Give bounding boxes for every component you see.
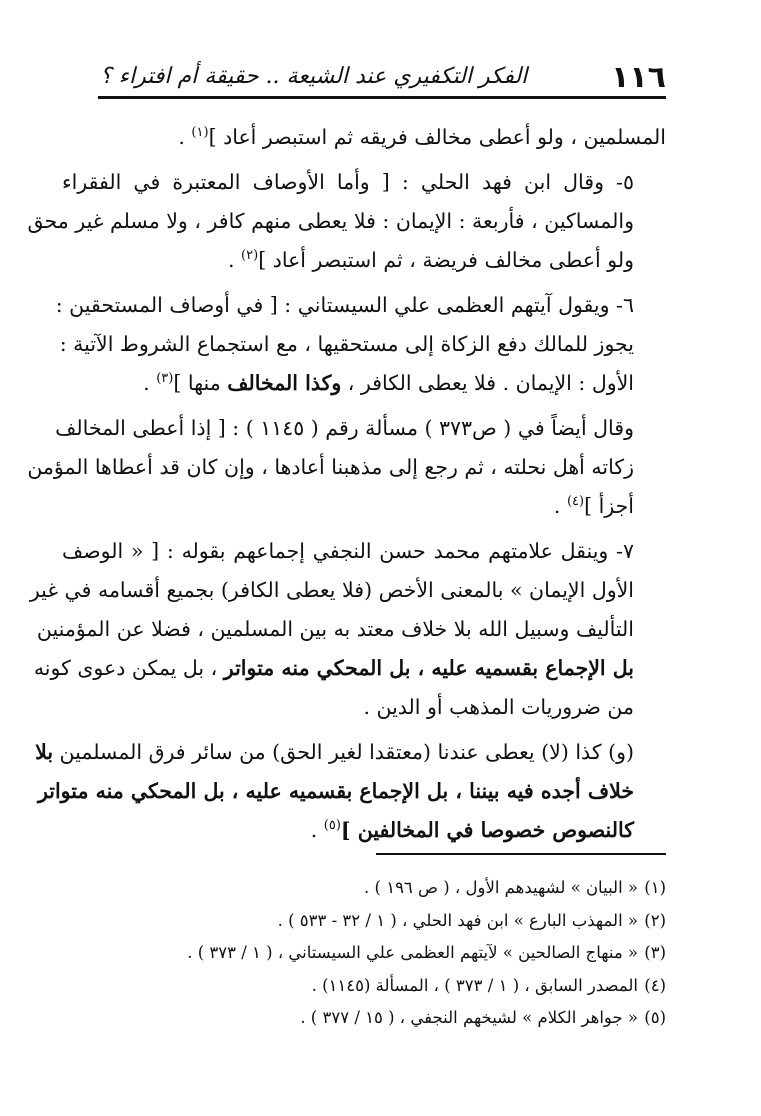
page-header	[100, 58, 666, 98]
paragraph-4	[27, 409, 666, 526]
footnote-ref: (١)	[191, 125, 209, 141]
bold-phrase: بل الإجماع بقسميه عليه ، بل المحكي منه متواتر	[223, 656, 634, 680]
text-line: أجزأ ]$^{(٤)}$ .	[553, 494, 634, 518]
bold-phrase: كالنصوص خصوصا في المخالفين ]	[340, 818, 634, 842]
footnote-ref: (٤)	[566, 494, 585, 510]
text-line: ولو أعطى مخالف فريضة ، ثم استبصر أعاد ]$^{(٢)}$ .	[228, 248, 634, 272]
paragraph-6	[35, 733, 666, 850]
text-line: التأليف وسبيل الله بلا خلاف معتد به بين المسلمين ، فضلا عن المؤمنين	[36, 617, 634, 641]
running-title: الفكر التكفيري عند الشيعة .. حقيقة أم افتراء ؟	[100, 64, 528, 89]
text-line: الأول الإيمان » بالمعنى الأخص (فلا يعطى الكافر) بجميع أقسامه في غير	[29, 578, 634, 602]
paragraph-1	[62, 118, 666, 157]
paragraph-3	[55, 286, 666, 403]
body-text	[27, 118, 666, 850]
page-number: ١١٦	[611, 60, 666, 95]
text-line: كالنصوص خصوصا في المخالفين ]$^{(٥)}$ .	[310, 818, 634, 842]
text-line: ٥- وقال ابن فهد الحلي : [ وأما الأوصاف المعتبرة في الفقراء	[62, 170, 634, 194]
footnote-ref: (٢)	[241, 248, 259, 264]
footnote	[62, 872, 666, 905]
footnote	[62, 937, 666, 970]
footnote-number: (٢)	[644, 910, 666, 930]
header-divider	[98, 96, 666, 99]
footnote	[62, 1002, 666, 1035]
footnote	[62, 970, 666, 1003]
footnote-number: (٣)	[644, 943, 666, 962]
text-line: ٧- وينقل علامتهم محمد حسن النجفي إجماعهم بقوله : [ « الوصف	[62, 539, 634, 563]
text-line: بل الإجماع بقسميه عليه ، بل المحكي منه متواتر ، بل يمكن دعوى كونه	[33, 656, 634, 680]
footnote-divider	[376, 853, 666, 855]
footnote-text: « منهاج الصالحين » لآيتهم العظمى علي السيستاني ، ( ١ / ٣٧٣ ) .	[187, 943, 638, 962]
footnote-number: (٤)	[644, 975, 666, 995]
footnote-text: « البيان » لشهيدهم الأول ، ( ص ١٩٦ ) .	[364, 878, 638, 897]
text-line: من ضروريات المذهب أو الدين .	[363, 695, 634, 719]
text-line: الأول : الإيمان . فلا يعطى الكافر ، وكذا المخالف منها ]$^{(٣)}$ .	[143, 371, 634, 395]
footnote-number: (١)	[644, 878, 666, 897]
footnote-ref: (٥)	[323, 818, 341, 834]
text-line: وقال أيضاً في ( ص٣٧٣ ) مسألة رقم ( ١١٤٥ ) : [ إذا أعطى المخالف	[55, 416, 634, 440]
text-line: والمساكين ، فأربعة : الإيمان : فلا يعطى منهم كافر ، ولا مسلم غير محق	[27, 209, 634, 233]
bold-phrase: وكذا المخالف	[227, 371, 342, 395]
text-line: ٦- ويقول آيتهم العظمى علي السيستاني : [ في أوصاف المستحقين :	[55, 293, 634, 317]
text-line: زكاته أهل نحلته ، ثم رجع إلى مذهبنا أعادها ، وإن كان قد أعطاها المؤمن	[27, 455, 634, 479]
text-line: خلاف أجده فيه بيننا ، بل الإجماع بقسميه عليه ، بل المحكي منه متواتر	[37, 779, 634, 803]
footnote-ref: (٣)	[156, 371, 174, 387]
footnote-text: المصدر السابق ، ( ١ / ٣٧٣ ) ، المسألة (١١٤٥) .	[311, 975, 638, 995]
footnotes	[62, 872, 666, 1035]
text-line: المسلمين ، ولو أعطى مخالف فريقه ثم استبصر أعاد ]$^{(١)}$ .	[178, 125, 666, 149]
text-line: (و) كذا (لا) يعطى عندنا (معتقدا لغير الحق) من سائر فرق المسلمين بلا	[35, 740, 634, 764]
paragraph-2	[27, 163, 666, 280]
text-line: يجوز للمالك دفع الزكاة إلى مستحقيها ، مع استجماع الشروط الآتية :	[59, 332, 634, 356]
footnote-text: « المهذب البارع » ابن فهد الحلي ، ( ١ / ٣٢ - ٥٣٣ ) .	[277, 910, 638, 930]
paragraph-5	[29, 532, 666, 727]
footnote	[62, 905, 666, 938]
footnote-number: (٥)	[644, 1008, 666, 1027]
bold-phrase: بلا	[35, 740, 54, 764]
footnote-text: « جواهر الكلام » لشيخهم النجفي ، ( ١٥ / ٣٧٧ ) .	[300, 1008, 638, 1027]
